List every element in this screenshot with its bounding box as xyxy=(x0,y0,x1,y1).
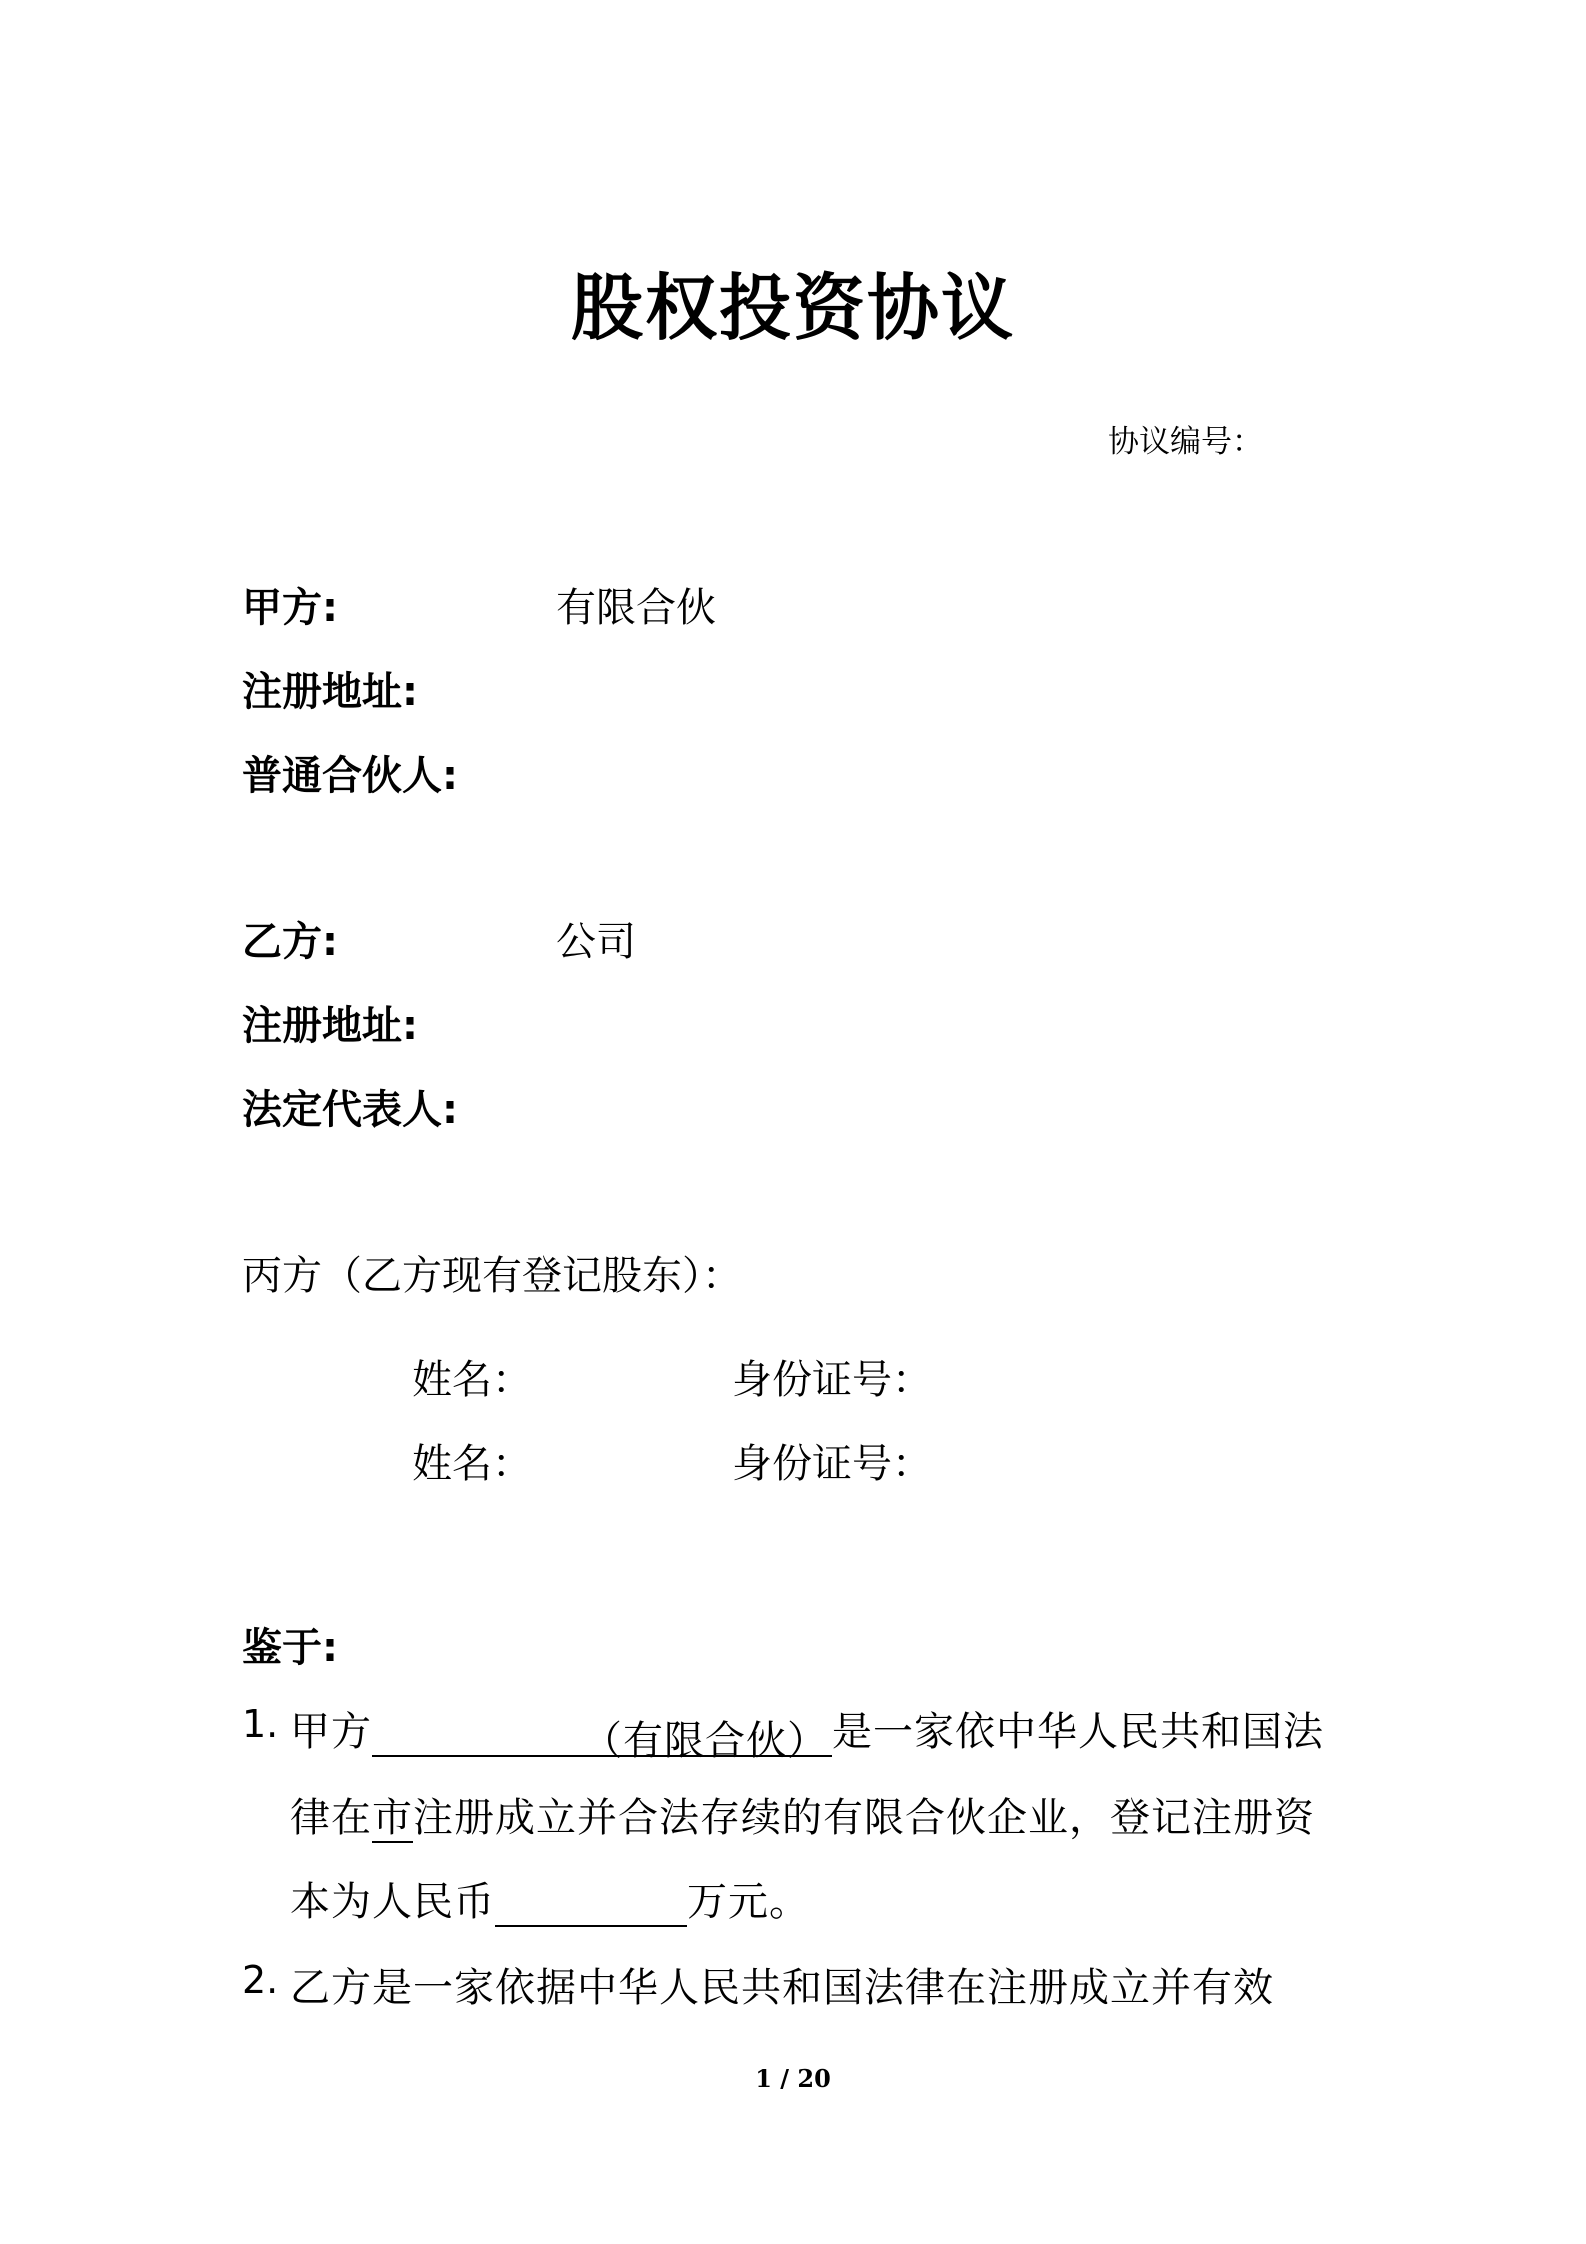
document-title: 股权投资协议 xyxy=(570,266,1015,350)
shareholder-2-name-label: 姓名： xyxy=(412,1441,532,1487)
party-a-label: 甲方: xyxy=(242,585,338,631)
partnership-suffix: （有限合伙） xyxy=(582,1718,828,1764)
shareholder-1-name-label: 姓名： xyxy=(412,1357,532,1403)
party-a-gp-label: 普通合伙人: xyxy=(242,753,458,799)
whereas-item-1-number: 1. xyxy=(242,1702,279,1746)
party-b-address-label: 注册地址: xyxy=(242,1003,418,1049)
shareholder-2-id-label: 身份证号： xyxy=(732,1441,932,1487)
whereas-item-2-number: 2. xyxy=(242,1958,279,2002)
agreement-number-label: 协议编号： xyxy=(1108,424,1263,460)
whereas-item-1-text: 甲方 xyxy=(290,1709,372,1755)
city-blank: 市 xyxy=(372,1795,413,1841)
shareholder-1-id-label: 身份证号： xyxy=(732,1357,932,1403)
whereas-label: 鉴于: xyxy=(242,1625,338,1671)
whereas-item-1-line-2 xyxy=(290,1786,1315,1843)
party-a-value: 有限合伙 xyxy=(556,585,716,631)
party-b-value: 公司 xyxy=(556,919,636,965)
blank-partnership-name xyxy=(372,1709,832,1764)
whereas-item-1-line-1 xyxy=(290,1700,1324,1764)
page-number: 1 / 20 xyxy=(755,2064,831,2093)
whereas-item-1-text: 律在 xyxy=(290,1795,372,1841)
whereas-item-2-line-1: 乙方是一家依据中华人民共和国法律在注册成立并有效 xyxy=(290,1965,1274,2011)
whereas-item-1-line-3 xyxy=(290,1870,810,1927)
party-b-rep-label: 法定代表人: xyxy=(242,1087,458,1133)
whereas-item-1-text-cont: 是一家依中华人民共和国法 xyxy=(832,1709,1324,1755)
party-c-label: 丙方（乙方现有登记股东）： xyxy=(242,1253,742,1299)
whereas-item-1-text-cont: 万元。 xyxy=(687,1879,810,1925)
party-b-label: 乙方: xyxy=(242,919,338,965)
party-a-address-label: 注册地址: xyxy=(242,669,418,715)
whereas-item-1-text-cont: 注册成立并合法存续的有限合伙企业，登记注册资 xyxy=(413,1795,1315,1841)
capital-amount-blank xyxy=(495,1881,687,1927)
whereas-item-1-text: 本为人民币 xyxy=(290,1879,495,1925)
